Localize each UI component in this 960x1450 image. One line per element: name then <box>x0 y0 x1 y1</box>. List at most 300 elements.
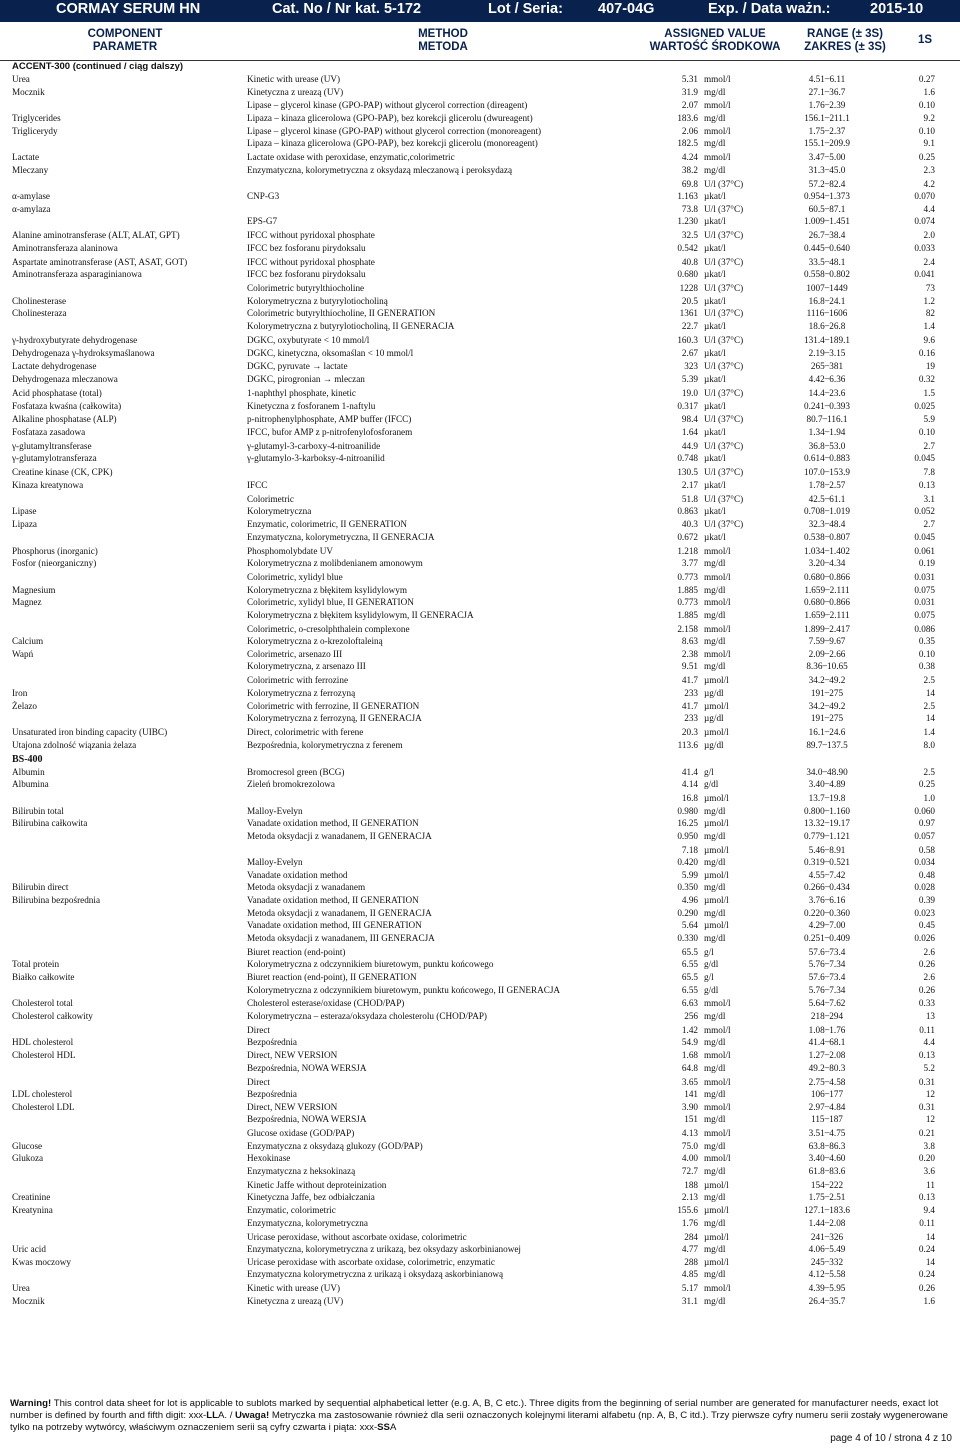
range-cell: 1.659 ̶ 2.111 <box>804 584 850 595</box>
sd-cell: 0.10 <box>918 648 935 659</box>
table-row <box>0 518 960 531</box>
range-cell: 0.558 ̶ 0.802 <box>804 269 850 280</box>
method-cell: IFCC without pyridoxal phosphate <box>247 256 375 267</box>
sd-cell: 9.1 <box>923 138 935 149</box>
range-cell: 1116 ̶ 1606 <box>806 308 848 319</box>
component-group <box>0 256 960 281</box>
range-cell: 107.0 ̶ 153.9 <box>804 467 850 478</box>
table-row <box>0 1113 960 1126</box>
range-cell: 0.708 ̶ 1.019 <box>804 506 850 517</box>
method-cell: Zieleń bromokrezolowa <box>247 779 336 790</box>
range-cell: 36.8 ̶ 53.0 <box>808 440 846 451</box>
component-group <box>0 1076 960 1126</box>
range-cell: 218 ̶ 294 <box>810 1010 844 1021</box>
unit-cell: U/l (37°C) <box>704 493 744 504</box>
value-cell: 284 <box>684 1231 698 1242</box>
unit-cell: mg/dl <box>704 932 726 943</box>
table-row <box>0 712 960 725</box>
sd-cell: 0.026 <box>914 932 935 943</box>
table-row <box>0 1024 960 1037</box>
method-cell: Direct, NEW VERSION <box>247 1101 338 1112</box>
sd-cell: 0.48 <box>918 869 935 880</box>
range-cell: 245 ̶ 332 <box>810 1256 844 1267</box>
component-name-line: α-amylase <box>12 191 50 202</box>
component-group <box>0 1127 960 1177</box>
method-cell: Lactate oxidase with peroxidase, enzymatic,colorimetric <box>247 152 455 163</box>
method-cell: Colorimetric butyrylthiocholine, II GENERATION <box>247 308 436 319</box>
component-name-line: α-amylaza <box>12 203 51 214</box>
range-cell: 0.800 ̶ 1.160 <box>804 805 850 816</box>
sd-cell: 0.13 <box>918 479 935 490</box>
method-cell: Kolorymetryczna z butyrylotiocholiną <box>247 295 388 306</box>
range-cell: 33.5 ̶ 48.1 <box>808 256 846 267</box>
component-name-line: Mocznik <box>12 1295 45 1306</box>
sd-cell: 0.97 <box>918 818 935 829</box>
table-row <box>0 557 960 570</box>
component-name-line: Wapń <box>12 648 34 659</box>
sd-cell: 8.0 <box>923 739 935 750</box>
unit-cell: mg/dl <box>704 138 726 149</box>
component-name-line: Białko całkowite <box>12 971 75 982</box>
unit-cell: mg/dl <box>704 907 726 918</box>
value-cell: 2.38 <box>681 648 698 659</box>
sd-cell: 0.33 <box>918 998 935 1009</box>
table-row <box>0 1140 960 1153</box>
table-row <box>0 766 960 779</box>
sd-cell: 4.2 <box>923 178 935 189</box>
range-cell: 57.6 ̶ 73.4 <box>808 946 846 957</box>
sd-cell: 0.45 <box>918 920 935 931</box>
sd-cell: 5.2 <box>923 1062 935 1073</box>
value-cell: 130.5 <box>677 467 698 478</box>
range-cell: 5.46 ̶ 8.91 <box>808 844 846 855</box>
component-group <box>0 151 960 176</box>
value-cell: 65.5 <box>681 946 698 957</box>
value-cell: 183.6 <box>677 113 698 124</box>
sd-cell: 13 <box>925 1010 935 1021</box>
table-row <box>0 178 960 191</box>
table-row <box>0 1256 960 1269</box>
value-cell: 0.672 <box>677 531 698 542</box>
component-name-line: γ-glutamylotransferaza <box>12 453 97 464</box>
value-cell: 1.885 <box>677 584 698 595</box>
table-row <box>0 958 960 971</box>
component-name-line: Mocznik <box>12 86 45 97</box>
component-name-line: Dehydrogenaza mleczanowa <box>12 374 118 385</box>
component-group <box>0 334 960 359</box>
unit-cell: mg/dl <box>704 1244 726 1255</box>
exp-value: 2015-10 <box>870 1 924 17</box>
method-cell: DGKC, kinetyczna, oksomaślan < 10 mmol/l <box>247 347 414 358</box>
range-cell: 0.680 ̶ 0.866 <box>804 597 850 608</box>
range-cell: 4.29 ̶ 7.00 <box>808 920 846 931</box>
range-cell: 0.319 ̶ 0.521 <box>804 857 850 868</box>
table-row <box>0 282 960 295</box>
unit-cell: mg/dl <box>704 1010 726 1021</box>
component-name-line: LDL cholesterol <box>12 1089 73 1100</box>
warning-text: This control data sheet for lot is applicable to sublots marked by sequential alphabetical letter (e.g. A, B, C etc.). Three digits from the beginning of serial number are generated for manufacturer needs, exact lot number is defined by fourth and fifth digit: xxx- <box>10 1398 939 1421</box>
unit-cell: mmol/l <box>704 623 731 634</box>
sd-cell: 12 <box>925 1114 935 1125</box>
sd-cell: 11 <box>926 1179 935 1190</box>
value-cell: 4.00 <box>681 1153 698 1164</box>
value-cell: 141 <box>684 1089 698 1100</box>
sd-cell: 0.031 <box>914 597 935 608</box>
range-cell: 26.7 ̶ 38.4 <box>808 230 846 241</box>
uwaga-text: Metryczka ma zastosowanie również dla serii oznaczonych kolejnymi literami alfabetu (np. A, B, C itd.). Trzy pierwsze cyfry numeru serii zostały wygenerowane tylko na potrzeby wytwórcy, właściwym oznaczeniem serii są cyfry czwarta i piąta: xxx- <box>10 1410 948 1433</box>
value-cell: 0.542 <box>677 242 698 253</box>
unit-cell: mg/dl <box>704 1089 726 1100</box>
table-row <box>0 971 960 984</box>
range-cell: 0.220 ̶ 0.360 <box>804 907 850 918</box>
unit-cell: U/l (37°C) <box>704 440 744 451</box>
table-row <box>0 307 960 320</box>
method-cell: Enzymatyczna, kolorymetryczna <box>247 1217 368 1228</box>
value-cell: 182.5 <box>677 138 698 149</box>
range-cell: 1.27 ̶ 2.08 <box>808 1050 846 1061</box>
value-cell: 0.863 <box>677 506 698 517</box>
table-row <box>0 739 960 752</box>
method-cell: Cholesterol esterase/oxidase (CHOD/PAP) <box>247 998 405 1009</box>
header-bar <box>0 0 960 22</box>
component-name-line: Magnez <box>12 597 42 608</box>
sd-cell: 3.8 <box>923 1140 935 1151</box>
method-cell: Kinetyczna z ureazą (UV) <box>247 86 344 97</box>
range-cell: 4.12 ̶ 5.58 <box>808 1269 846 1280</box>
table-row <box>0 844 960 857</box>
range-cell: 0.445 ̶ 0.640 <box>804 242 850 253</box>
unit-cell: U/l (37°C) <box>704 361 744 372</box>
method-cell: Metoda oksydacji z wanadanem, II GENERACJA <box>247 907 432 918</box>
table-row <box>0 635 960 648</box>
method-cell: Lipase – glycerol kinase (GPO-PAP) without glycerol correction (monoreagent) <box>247 125 542 136</box>
unit-cell: µkat/l <box>704 506 726 517</box>
unit-cell: mmol/l <box>704 1153 731 1164</box>
component-name-line: Lactate <box>12 152 40 163</box>
value-cell: 1.230 <box>677 216 698 227</box>
value-cell: 0.680 <box>677 269 698 280</box>
component-group <box>0 674 960 724</box>
component-group <box>0 545 960 570</box>
sd-cell: 14 <box>925 687 935 698</box>
unit-cell: µmol/l <box>704 1231 729 1242</box>
component-name-line: Bilirubina całkowita <box>12 818 88 829</box>
component-name-line: Acid phosphatase (total) <box>12 387 102 398</box>
method-cell: Lipaza – kinaza glicerolowa (GPO-PAP), bez korekcji glicerolu (dwureagent) <box>247 113 533 124</box>
unit-cell: mg/dl <box>704 636 726 647</box>
unit-cell: U/l (37°C) <box>704 256 744 267</box>
unit-cell: U/l (37°C) <box>704 283 744 294</box>
unit-cell: mmol/l <box>704 1128 731 1139</box>
method-cell: Kolorymetryczna z ferrozyną <box>247 687 356 698</box>
unit-cell: mmol/l <box>704 648 731 659</box>
unit-cell: g/l <box>704 971 714 982</box>
value-cell: 20.3 <box>681 727 698 738</box>
method-cell: Uricase peroxidase with ascorbate oxidase, colorimetric, enzymatic <box>247 1256 495 1267</box>
component-name-line: Lipase <box>12 506 37 517</box>
method-cell: Kolorymetryczna z błękitem ksylidylowym <box>247 584 407 595</box>
unit-cell: µmol/l <box>704 727 729 738</box>
section-title: BS-400 <box>12 753 43 765</box>
unit-cell: mg/dl <box>704 609 726 620</box>
component-group <box>0 766 960 791</box>
method-cell: Kolorymetryczna z ferrozyną, II GENERACJA <box>247 713 422 724</box>
component-name-line: Aspartate aminotransferase (AST, ASAT, GOT) <box>12 256 188 267</box>
value-cell: 151 <box>684 1114 698 1125</box>
method-cell: Uricase peroxidase, without ascorbate oxidase, colorimetric <box>247 1231 467 1242</box>
table-row <box>0 320 960 333</box>
table-row <box>0 700 960 713</box>
unit-cell: mg/dl <box>704 1037 726 1048</box>
unit-cell: µmol/l <box>704 675 729 686</box>
table-row <box>0 164 960 177</box>
method-cell: Lipaza – kinaza glicerolowa (GPO-PAP), bez korekcji glicerolu (monoreagent) <box>247 138 538 149</box>
method-cell: Enzymatyczna z oksydazą glukozy (GOD/PAP) <box>247 1140 423 1151</box>
table-row <box>0 360 960 373</box>
component-group <box>0 726 960 751</box>
value-cell: 0.950 <box>677 830 698 841</box>
value-cell: 31.1 <box>681 1295 698 1306</box>
method-cell: Malloy-Evelyn <box>247 805 303 816</box>
unit-cell: mg/dl <box>704 1217 726 1228</box>
method-cell: Bezpośrednia, NOWA WERSJA <box>247 1062 367 1073</box>
component-name-line: Calcium <box>12 636 44 647</box>
value-cell: 288 <box>684 1256 698 1267</box>
value-cell: 5.17 <box>681 1283 698 1294</box>
unit-cell: µkat/l <box>704 531 726 542</box>
table-row <box>0 805 960 818</box>
value-cell: 2.67 <box>681 347 698 358</box>
component-name-line: Kwas moczowy <box>12 1256 71 1267</box>
sd-cell: 82 <box>925 308 935 319</box>
table-row <box>0 584 960 597</box>
component-name-line: Lactate dehydrogenase <box>12 361 97 372</box>
range-cell: 0.680 ̶ 0.866 <box>804 572 850 583</box>
unit-cell: mmol/l <box>704 1283 731 1294</box>
value-cell: 69.8 <box>681 178 698 189</box>
method-cell: Direct, colorimetric with ferene <box>247 727 364 738</box>
range-cell: 1.899 ̶ 2.417 <box>804 623 850 634</box>
range-cell: 32.3 ̶ 48.4 <box>808 519 846 530</box>
method-cell: DGKC, pirogronian → mleczan <box>247 374 365 385</box>
value-cell: 9.51 <box>681 661 698 672</box>
component-name-line: Cholesterol LDL <box>12 1101 75 1112</box>
value-cell: 0.330 <box>677 932 698 943</box>
unit-cell: µg/dl <box>704 739 724 750</box>
unit-cell: µkat/l <box>704 242 726 253</box>
range-cell: 14.4 ̶ 23.6 <box>808 387 846 398</box>
range-cell: 26.4 ̶ 35.7 <box>808 1295 846 1306</box>
table-row <box>0 1268 960 1281</box>
unit-cell: µkat/l <box>704 295 726 306</box>
component-name-line: Aminotransferaza alaninowa <box>12 242 118 253</box>
method-cell: DGKC, pyruvate → lactate <box>247 361 348 372</box>
sd-cell: 12 <box>925 1089 935 1100</box>
value-cell: 1.64 <box>681 427 698 437</box>
table-row <box>0 1204 960 1217</box>
range-cell: 241 ̶ 326 <box>810 1231 844 1242</box>
sd-cell: 14 <box>925 1231 935 1242</box>
table-row <box>0 440 960 453</box>
range-cell: 1.44 ̶ 2.08 <box>808 1217 846 1228</box>
method-cell: Enzymatic, colorimetric, II GENERATION <box>247 519 407 530</box>
method-cell: Kinetyczna z ureazą (UV) <box>247 1295 344 1306</box>
sd-cell: 0.10 <box>918 100 935 111</box>
unit-cell: mmol/l <box>704 572 731 583</box>
sd-cell: 0.32 <box>918 374 935 385</box>
value-cell: 4.14 <box>681 779 698 790</box>
method-cell: Enzymatyczna, kolorymetryczna z oksydazą mleczanową i peroksydazą <box>247 164 513 175</box>
value-cell: 0.290 <box>677 907 698 918</box>
component-name-line: Creatinine <box>12 1192 51 1203</box>
component-name-line: Kinaza kreatynowa <box>12 479 84 490</box>
method-cell: γ-glutamylo-3-karboksy-4-nitroanilid <box>247 453 385 464</box>
method-cell: Bezpośrednia <box>247 1037 298 1048</box>
range-cell: 7.59 ̶ 9.67 <box>808 636 846 647</box>
sd-cell: 0.041 <box>914 269 935 280</box>
value-cell: 41.4 <box>681 766 698 777</box>
component-name-line: Cholesterol HDL <box>12 1050 76 1061</box>
range-cell: 18.6 ̶ 26.8 <box>808 321 846 332</box>
method-cell: Malloy-Evelyn <box>247 857 303 868</box>
warning-text-2: A. / <box>217 1410 236 1421</box>
method-cell: Metoda oksydacji z wanadanem, III GENERACJA <box>247 932 435 943</box>
value-cell: 155.6 <box>677 1205 698 1216</box>
data-table <box>0 60 960 1380</box>
range-cell: 16.8 ̶ 24.1 <box>808 295 846 306</box>
table-row <box>0 242 960 255</box>
component-group <box>0 792 960 842</box>
value-cell: 73.8 <box>681 203 698 214</box>
method-cell: Kinetyczna z fosforanem 1-naftylu <box>247 400 376 411</box>
catalog-number: Cat. No / Nr kat. 5-172 <box>272 1 422 17</box>
method-cell: Enzymatyczna, kolorymetryczna, II GENERACJA <box>247 531 435 542</box>
range-cell: 3.47 ̶ 5.00 <box>808 152 846 163</box>
range-cell: 265 ̶ 381 <box>810 361 844 372</box>
value-cell: 3.65 <box>681 1076 698 1087</box>
unit-cell: µmol/l <box>704 818 729 829</box>
range-cell: 13.32 ̶ 19.17 <box>804 818 850 829</box>
unit-cell: µkat/l <box>704 400 726 411</box>
unit-cell: µkat/l <box>704 453 726 464</box>
warning-code: LL <box>206 1410 218 1421</box>
sd-cell: 0.31 <box>918 1101 935 1112</box>
value-cell: 40.3 <box>681 519 698 530</box>
value-cell: 5.31 <box>681 74 698 84</box>
table-row <box>0 1295 960 1308</box>
sd-cell: 9.2 <box>923 113 935 124</box>
sd-cell: 0.39 <box>918 895 935 906</box>
value-cell: 22.7 <box>681 321 698 332</box>
table-row <box>0 334 960 347</box>
table-row <box>0 505 960 518</box>
component-name-line: Urea <box>12 74 30 84</box>
unit-cell: µmol/l <box>704 895 729 906</box>
unit-cell: U/l (37°C) <box>704 230 744 241</box>
table-row <box>0 151 960 164</box>
unit-cell: g/dl <box>704 984 719 995</box>
sd-cell: 0.19 <box>918 558 935 569</box>
value-cell: 4.96 <box>681 895 698 906</box>
table-row <box>0 1243 960 1256</box>
method-cell: EPS-G7 <box>247 216 278 227</box>
method-cell: Vanadate oxidation method <box>247 869 348 880</box>
component-name-line: Total protein <box>12 959 60 970</box>
range-cell: 155.1 ̶ 209.9 <box>804 138 850 149</box>
value-cell: 0.317 <box>677 400 698 411</box>
value-cell: 38.2 <box>681 164 698 175</box>
range-cell: 1.75 ̶ 2.37 <box>808 125 846 136</box>
value-cell: 64.8 <box>681 1062 698 1073</box>
sd-cell: 0.10 <box>918 125 935 136</box>
unit-cell: g/l <box>704 946 714 957</box>
method-cell: Kinetic with urease (UV) <box>247 74 341 84</box>
value-cell: 5.99 <box>681 869 698 880</box>
table-row <box>0 1010 960 1023</box>
method-cell: IFCC bez fosforanu pirydoksalu <box>247 269 366 280</box>
table-row <box>0 466 960 479</box>
method-cell: Vanadate oxidation method, II GENERATION <box>247 818 419 829</box>
unit-cell: µg/dl <box>704 713 724 724</box>
range-cell: 49.2 ̶ 80.3 <box>808 1062 846 1073</box>
table-row <box>0 112 960 125</box>
component-group <box>0 844 960 945</box>
sd-cell: 0.38 <box>918 661 935 672</box>
sd-cell: 0.023 <box>914 907 935 918</box>
value-cell: 5.39 <box>681 374 698 385</box>
sd-cell: 14 <box>925 1256 935 1267</box>
table-row <box>0 479 960 492</box>
range-cell: 131.4 ̶ 189.1 <box>804 334 850 345</box>
table-row <box>0 413 960 426</box>
method-cell: Phosphomolybdate UV <box>247 545 334 556</box>
method-cell: 1-naphthyl phosphate, kinetic <box>247 387 356 398</box>
sd-cell: 2.6 <box>923 971 935 982</box>
table-row <box>0 493 960 506</box>
table-row <box>0 894 960 907</box>
component-name-line: γ-hydroxybutyrate dehydrogenase <box>12 334 138 345</box>
component-name-line: Uric acid <box>12 1244 46 1255</box>
method-cell: Direct <box>247 1076 270 1087</box>
unit-cell: µkat/l <box>704 347 726 358</box>
method-cell: Glucose oxidase (GOD/PAP) <box>247 1128 355 1139</box>
range-cell: 1.034 ̶ 1.402 <box>804 545 850 556</box>
sd-cell: 1.2 <box>923 295 935 306</box>
range-cell: 4.51 ̶ 6.11 <box>808 74 846 84</box>
value-cell: 1.885 <box>677 609 698 620</box>
range-cell: 154 ̶ 222 <box>810 1179 844 1190</box>
table-row <box>0 73 960 86</box>
value-cell: 3.90 <box>681 1101 698 1112</box>
component-name-line: Triglycerides <box>12 113 61 124</box>
range-cell: 1.34 ̶ 1.94 <box>808 427 846 437</box>
value-cell: 0.773 <box>677 597 698 608</box>
method-cell: Vanadate oxidation method, III GENERATION <box>247 920 422 931</box>
value-cell: 188 <box>684 1179 698 1190</box>
component-name-line: Kreatynina <box>12 1205 53 1216</box>
component-name-line: Cholinesterase <box>12 295 67 306</box>
sd-cell: 0.26 <box>918 1283 935 1294</box>
method-cell: Vanadate oxidation method, II GENERATION <box>247 895 419 906</box>
unit-cell: mmol/l <box>704 1076 731 1087</box>
sd-cell: 0.31 <box>918 1076 935 1087</box>
value-cell: 1.76 <box>681 1217 698 1228</box>
range-cell: 27.1 ̶ 36.7 <box>808 86 846 97</box>
sd-cell: 0.58 <box>918 844 935 855</box>
component-name-line: Alkaline phosphatase (ALP) <box>12 414 117 425</box>
method-cell: Metoda oksydacji z wanadanem, II GENERACJA <box>247 830 432 841</box>
value-cell: 65.5 <box>681 971 698 982</box>
